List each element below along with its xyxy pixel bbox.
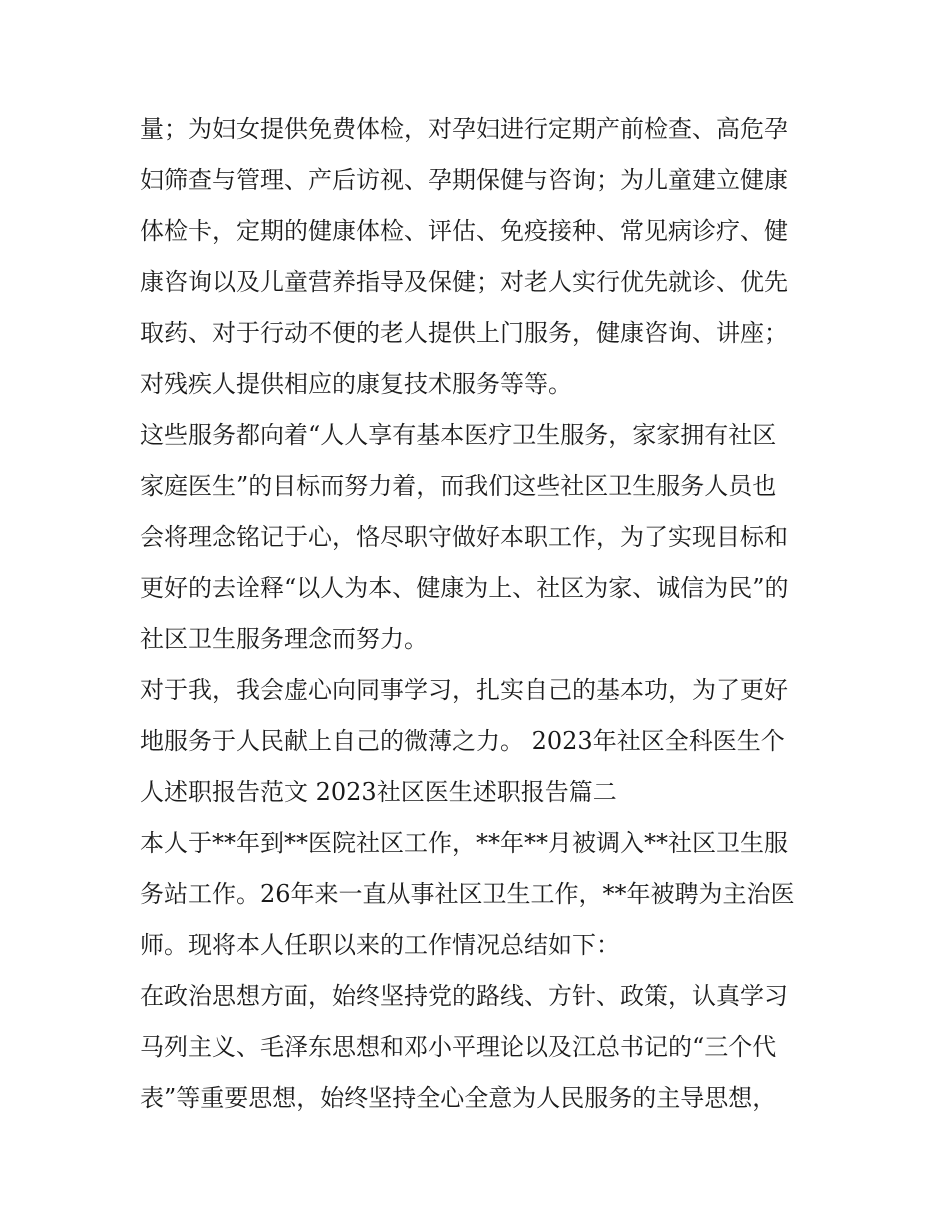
text-line: 对于我，我会虚心向同事学习，扎实自己的基本功，为了更好 — [140, 676, 788, 704]
text-line: 人述职报告范文 2023社区医生述职报告篇二 — [140, 778, 617, 806]
text-line: 马列主义、毛泽东思想和邓小平理论以及江总书记的“三个代 — [140, 1033, 777, 1061]
text-line: 这些服务都向着“人人享有基本医疗卫生服务，家家拥有社区 — [140, 421, 777, 449]
document-body-text — [140, 104, 820, 1124]
text-line: 本人于**年到**医院社区工作，**年**月被调入**社区卫生服 — [140, 829, 788, 857]
text-line: 地服务于人民献上自己的微薄之力。 2023年社区全科医生个 — [140, 727, 785, 755]
text-line: 取药、对于行动不便的老人提供上门服务，健康咨询、讲座； — [140, 319, 788, 347]
text-line: 务站工作。26年来一直从事社区卫生工作，**年被聘为主治医 — [140, 880, 795, 908]
text-line: 师。现将本人任职以来的工作情况总结如下： — [140, 931, 620, 959]
text-line: 社区卫生服务理念而努力。 — [140, 625, 428, 653]
text-line: 在政治思想方面，始终坚持党的路线、方针、政策，认真学习 — [140, 982, 788, 1010]
text-line: 家庭医生”的目标而努力着，而我们这些社区卫生服务人员也 — [140, 472, 777, 500]
text-line: 体检卡，定期的健康体检、评估、免疫接种、常见病诊疗、健 — [140, 217, 788, 245]
text-line: 更好的去诠释“以人为本、健康为上、社区为家、诚信为民”的 — [140, 574, 789, 602]
text-line: 康咨询以及儿童营养指导及保健；对老人实行优先就诊、优先 — [140, 268, 788, 296]
text-line: 对残疾人提供相应的康复技术服务等等。 — [140, 370, 572, 398]
text-line: 量；为妇女提供免费体检，对孕妇进行定期产前检查、高危孕 — [140, 115, 788, 143]
text-line: 表”等重要思想，始终坚持全心全意为人民服务的主导思想， — [140, 1084, 777, 1112]
text-line: 妇筛查与管理、产后访视、孕期保健与咨询；为儿童建立健康 — [140, 166, 788, 194]
text-line: 会将理念铭记于心，恪尽职守做好本职工作，为了实现目标和 — [140, 523, 788, 551]
